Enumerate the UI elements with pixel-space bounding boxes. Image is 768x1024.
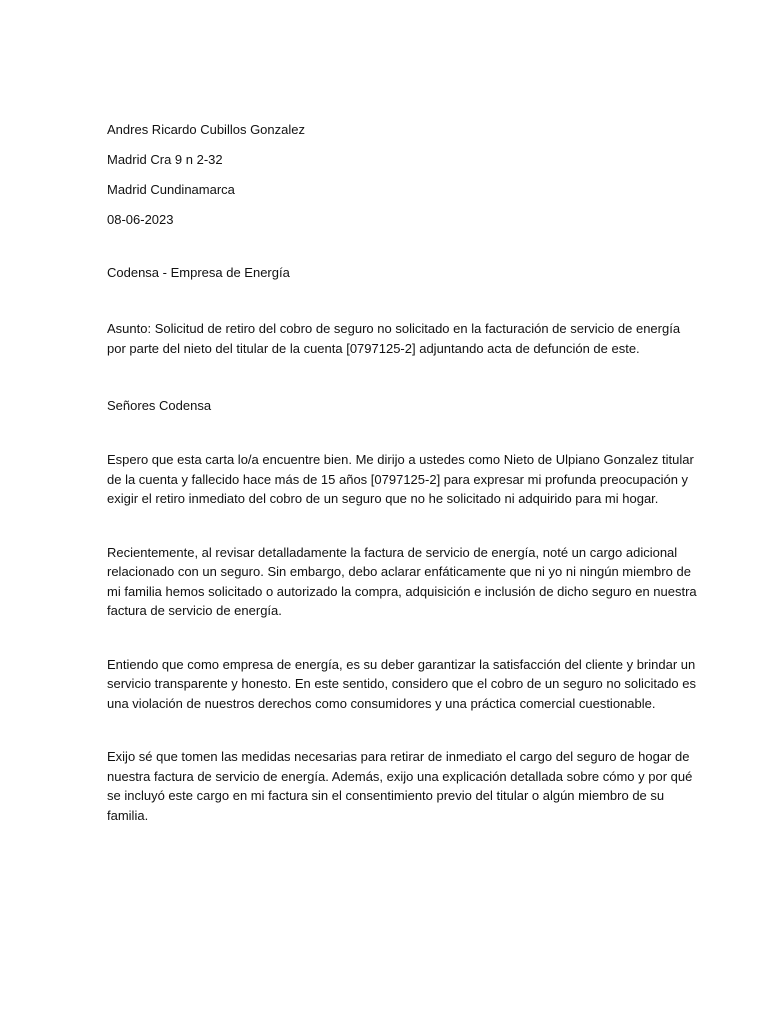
- paragraph-4: Exijo sé que tomen las medidas necesarias para retirar de inmediato el cargo del seguro de hogar de nuestra factura de servicio de energía. Además, exijo una explicación detallada sobre cómo y por qué se incluyó este cargo en mi factura sin el consentimiento previo del titular o algún miembro de su familia.: [107, 749, 693, 823]
- sender-city: Madrid Cundinamarca: [107, 182, 235, 197]
- paragraph-2: Recientemente, al revisar detalladamente la factura de servicio de energía, noté un cargo adicional relacionado con un seguro. Sin embargo, debo aclarar enfáticamente que ni yo ni ningún miembro de mi familia hemos solicitado o autorizado la compra, adquisición e inclusión de dicho seguro en nuestra factura de servicio de energía.: [107, 544, 697, 618]
- subject: Asunto: Solicitud de retiro del cobro de seguro no solicitado en la facturación de servicio de energía por parte del nieto del titular de la cuenta [0797125-2] adjuntando acta de defunción de este.: [107, 321, 681, 356]
- paragraph-3: Entiendo que como empresa de energía, es su deber garantizar la satisfacción del cliente y brindar un servicio transparente y honesto. En este sentido, considero que el cobro de un seguro no solicitado es una violación de nuestros derechos como consumidores y una práctica comercial cuestionable.: [107, 656, 696, 711]
- salutation: Señores Codensa: [107, 398, 212, 413]
- sender-name: Andres Ricardo Cubillos Gonzalez: [107, 122, 305, 137]
- letter-date: 08-06-2023: [107, 212, 174, 227]
- recipient: Codensa - Empresa de Energía: [107, 265, 290, 280]
- sender-block: [107, 120, 708, 230]
- sender-address: Madrid Cra 9 n 2-32: [107, 152, 223, 167]
- paragraph-1: Espero que esta carta lo/a encuentre bien. Me dirijo a ustedes como Nieto de Ulpiano Gonzalez titular de la cuenta y fallecido hace más de 15 años [0797125-2] para expresar mi profunda preocupación y exigir el retiro inmediato del cobro de un seguro que no he solicitado ni adquirido para mi hogar.: [107, 452, 694, 506]
